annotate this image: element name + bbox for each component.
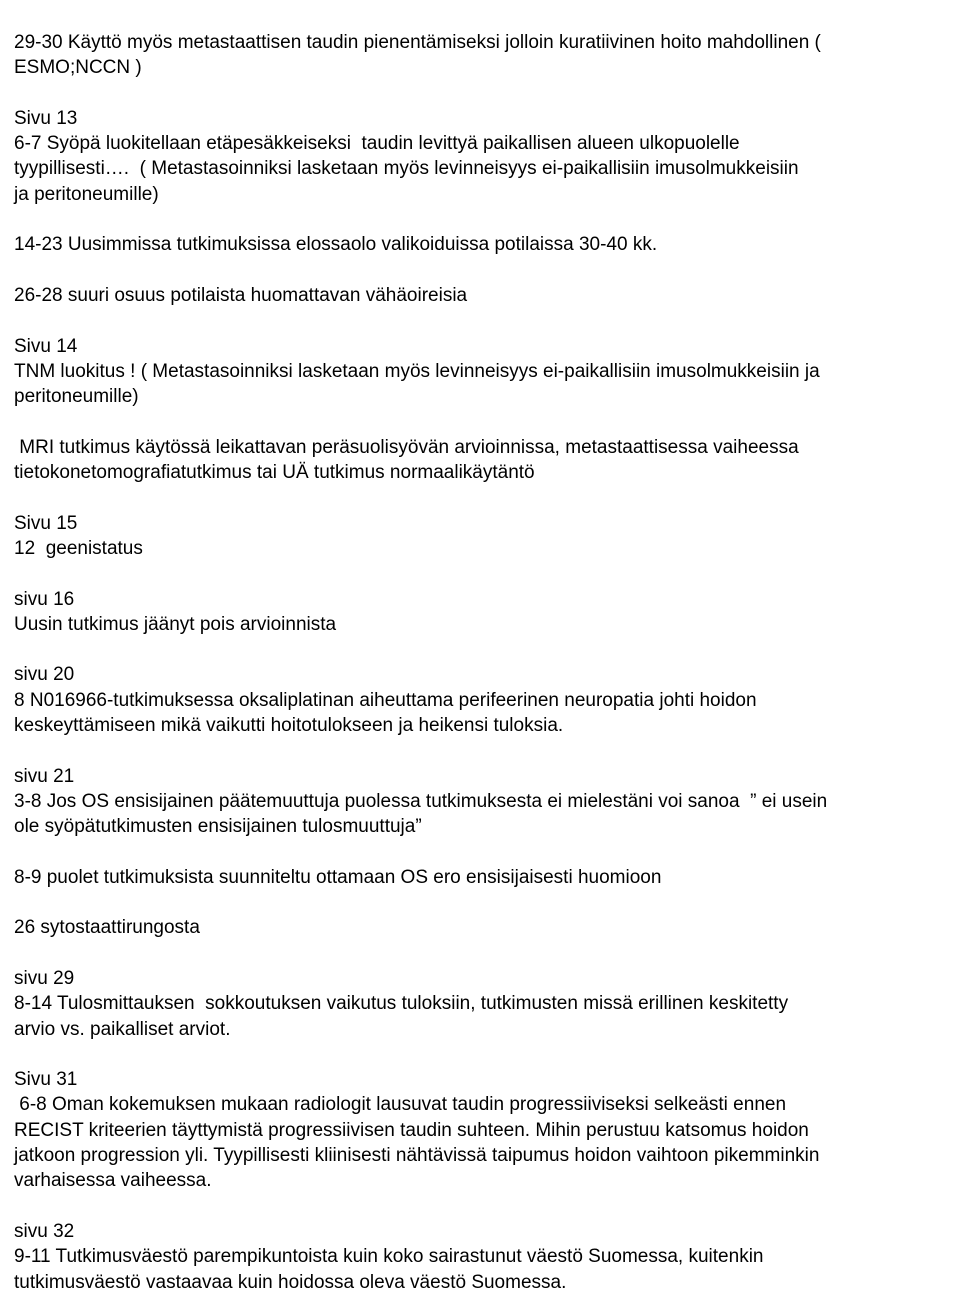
document-page	[14, 30, 949, 1295]
text-line: sivu 20	[14, 664, 75, 686]
text-line: Sivu 15	[14, 512, 78, 534]
blank-line	[14, 840, 949, 865]
text-line: 8 N016966-tutkimuksessa oksaliplatinan aiheuttama perifeerinen neuropatia johti hoidon	[14, 689, 757, 711]
blank-line	[14, 258, 949, 283]
blank-line	[14, 738, 949, 763]
blank-line	[14, 637, 949, 662]
text-line: 29-30 Käyttö myös metastaattisen taudin pienentämiseksi jolloin kuratiivinen hoito mahdollinen (	[14, 32, 821, 53]
text-line: Sivu 14	[14, 335, 78, 357]
text-line: Sivu 31	[14, 1069, 78, 1091]
text-line: ESMO;NCCN )	[14, 57, 142, 79]
text-line: sivu 21	[14, 765, 75, 787]
blank-line	[14, 207, 949, 232]
text-line: ja peritoneumille)	[14, 183, 159, 205]
text-line: peritoneumille)	[14, 386, 139, 408]
text-line: 9-11 Tutkimusväestö parempikuntoista kuin koko sairastunut väestö Suomessa, kuitenkin	[14, 1246, 764, 1268]
text-line: arvio vs. paikalliset arviot.	[14, 1018, 231, 1040]
blank-line	[14, 1042, 949, 1067]
text-line: varhaisessa vaiheessa.	[14, 1170, 212, 1192]
blank-line	[14, 81, 949, 106]
text-line: tutkimusväestö vastaavaa kuin hoidossa oleva väestö Suomessa.	[14, 1271, 567, 1293]
blank-line	[14, 561, 949, 586]
text-line: 26-28 suuri osuus potilaista huomattavan vähäoireisia	[14, 284, 468, 306]
text-line: ole syöpätutkimusten ensisijainen tulosmuuttuja”	[14, 816, 422, 838]
blank-line	[14, 890, 949, 915]
text-line: sivu 32	[14, 1220, 75, 1242]
text-line: 8-9 puolet tutkimuksista suunniteltu ottamaan OS ero ensisijaisesti huomioon	[14, 866, 662, 888]
text-line: 6-7 Syöpä luokitellaan etäpesäkkeiseksi taudin levittyä paikallisen alueen ulkopuolelle	[14, 133, 740, 155]
text-line: Uusin tutkimus jäänyt pois arvioinnista	[14, 613, 337, 635]
text-line: tietokonetomografiatutkimus tai UÄ tutkimus normaalikäytäntö	[14, 462, 535, 484]
text-line: sivu 16	[14, 588, 75, 610]
text-line: tyypillisesti…. ( Metastasoinniksi lasketaan myös levinneisyys ei-paikallisiin imusolmukkeisiin	[14, 158, 799, 180]
text-line: keskeyttämiseen mikä vaikutti hoitotulokseen ja heikensi tuloksia.	[14, 715, 564, 737]
text-line: MRI tutkimus käytössä leikattavan peräsuolisyövän arvioinnissa, metastaattisessa vaiheessa	[14, 436, 799, 458]
text-line: 8-14 Tulosmittauksen sokkoutuksen vaikutus tuloksiin, tutkimusten missä erillinen keskitetty	[14, 993, 789, 1015]
text-line: 6-8 Oman kokemuksen mukaan radiologit lausuvat taudin progressiiviseksi selkeästi ennen	[14, 1094, 787, 1116]
text-line: 14-23 Uusimmissa tutkimuksissa elossaolo valikoiduissa potilaissa 30-40 kk.	[14, 234, 658, 256]
blank-line	[14, 485, 949, 510]
blank-line	[14, 1194, 949, 1219]
blank-line	[14, 941, 949, 966]
text-line: TNM luokitus ! ( Metastasoinniksi lasketaan myös levinneisyys ei-paikallisiin imusolmukkeisiin ja	[14, 360, 820, 382]
text-line: 12 geenistatus	[14, 537, 143, 559]
text-line: 3-8 Jos OS ensisijainen päätemuuttuja puolessa tutkimuksesta ei mielestäni voi sanoa ” ei usein	[14, 790, 828, 812]
blank-line	[14, 308, 949, 333]
text-line: jatkoon progression yli. Tyypillisesti kliinisesti nähtävissä taipumus hoidon vaihtoon pikemminkin	[14, 1145, 820, 1167]
text-line: sivu 29	[14, 967, 75, 989]
text-line: Sivu 13	[14, 107, 78, 129]
text-line: 26 sytostaattirungosta	[14, 917, 200, 939]
blank-line	[14, 409, 949, 434]
text-line: RECIST kriteerien täyttymistä progressiivisen taudin suhteen. Mihin perustuu katsomus hoidon	[14, 1119, 809, 1141]
